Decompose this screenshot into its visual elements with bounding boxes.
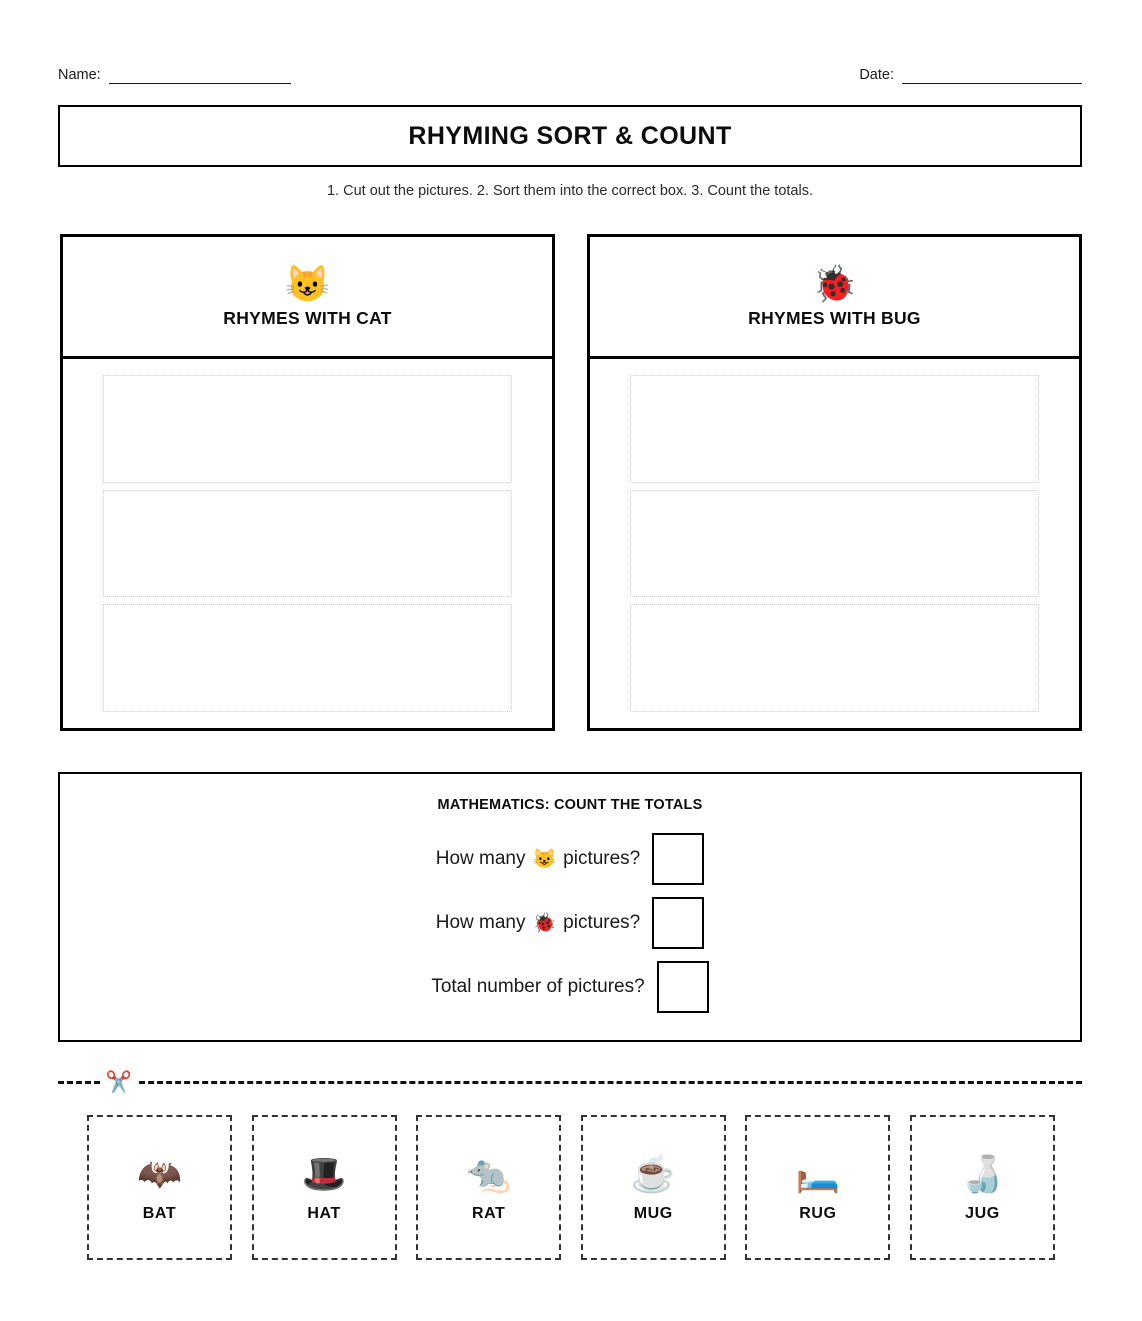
math-question-suffix: pictures? bbox=[563, 848, 641, 869]
cutout-card-jug[interactable] bbox=[910, 1115, 1055, 1260]
drop-slot[interactable] bbox=[103, 604, 512, 712]
sort-box-bug[interactable] bbox=[587, 234, 1082, 731]
sort-box-cat-title: RHYMES WITH CAT bbox=[223, 308, 392, 328]
sort-box-cat-slots bbox=[63, 359, 552, 728]
cutout-card-mug[interactable] bbox=[581, 1115, 726, 1260]
cutout-card-label: MUG bbox=[633, 1204, 673, 1222]
date-field-group bbox=[859, 68, 1082, 85]
math-question-prefix: How many bbox=[435, 912, 526, 933]
name-write-line[interactable] bbox=[109, 83, 291, 84]
math-question-label bbox=[436, 848, 641, 870]
grinning-cat-face-icon: 😺 bbox=[532, 848, 557, 870]
math-question-list bbox=[60, 833, 1080, 1013]
sort-box-cat-header bbox=[63, 237, 552, 359]
name-label: Name: bbox=[58, 66, 101, 83]
grinning-cat-face-icon: 😺 bbox=[285, 263, 330, 304]
instructions-text: 1. Cut out the pictures. 2. Sort them into the correct box. 3. Count the totals. bbox=[326, 183, 813, 199]
drop-slot[interactable] bbox=[103, 490, 512, 598]
cut-line-dashes bbox=[58, 1081, 1082, 1084]
math-row bbox=[60, 897, 1080, 949]
cutout-card-hat[interactable] bbox=[252, 1115, 397, 1260]
math-panel bbox=[58, 772, 1082, 1042]
name-field-group bbox=[58, 68, 291, 85]
cutout-card-label: JUG bbox=[965, 1204, 1000, 1222]
math-question-suffix: pictures? bbox=[563, 912, 641, 933]
sake-bottle-icon: 🍶 bbox=[960, 1152, 1005, 1194]
answer-box-cat-count[interactable] bbox=[652, 833, 704, 885]
drop-slot[interactable] bbox=[630, 490, 1039, 598]
math-question-prefix: Total number of pictures? bbox=[431, 976, 645, 997]
math-row bbox=[60, 961, 1080, 1013]
hot-beverage-icon: ☕ bbox=[630, 1152, 676, 1194]
math-question-prefix: How many bbox=[435, 848, 526, 869]
lady-beetle-icon: 🐞 bbox=[812, 263, 857, 304]
cutout-card-label: HAT bbox=[307, 1204, 341, 1222]
top-hat-icon: 🎩 bbox=[301, 1152, 347, 1194]
date-label: Date: bbox=[859, 66, 894, 83]
sort-box-cat[interactable] bbox=[60, 234, 555, 731]
bat-icon: 🦇 bbox=[137, 1152, 182, 1194]
date-write-line[interactable] bbox=[902, 83, 1082, 84]
student-info-row bbox=[58, 60, 1082, 84]
lady-beetle-icon: 🐞 bbox=[532, 912, 557, 934]
scissors-icon: ✂️ bbox=[100, 1066, 138, 1098]
cutout-card-label: RUG bbox=[799, 1204, 837, 1222]
bed-icon: 🛏️ bbox=[795, 1152, 841, 1194]
answer-box-total-count[interactable] bbox=[657, 961, 709, 1013]
math-question-label bbox=[431, 976, 644, 998]
cutout-card-rug[interactable] bbox=[745, 1115, 890, 1260]
sort-box-bug-title: RHYMES WITH BUG bbox=[748, 308, 921, 328]
math-panel-title: MATHEMATICS: COUNT THE TOTALS bbox=[437, 797, 703, 813]
cutout-card-bat[interactable] bbox=[87, 1115, 232, 1260]
cutout-cards-row bbox=[87, 1115, 1055, 1260]
answer-box-bug-count[interactable] bbox=[652, 897, 704, 949]
rat-icon: 🐀 bbox=[466, 1152, 512, 1194]
page-title: RHYMING SORT & COUNT bbox=[408, 121, 732, 150]
math-row bbox=[60, 833, 1080, 885]
worksheet-title-banner bbox=[58, 105, 1082, 167]
drop-slot[interactable] bbox=[103, 375, 512, 483]
math-question-label bbox=[436, 912, 641, 934]
drop-slot[interactable] bbox=[630, 375, 1039, 483]
drop-slot[interactable] bbox=[630, 604, 1039, 712]
cutout-card-label: RAT bbox=[471, 1204, 506, 1222]
cut-line bbox=[58, 1066, 1082, 1098]
sort-box-bug-slots bbox=[590, 359, 1079, 728]
cutout-card-rat[interactable] bbox=[416, 1115, 561, 1260]
cutout-card-label: BAT bbox=[142, 1204, 177, 1222]
sort-box-bug-header bbox=[590, 237, 1079, 359]
sorting-area bbox=[60, 234, 1082, 731]
